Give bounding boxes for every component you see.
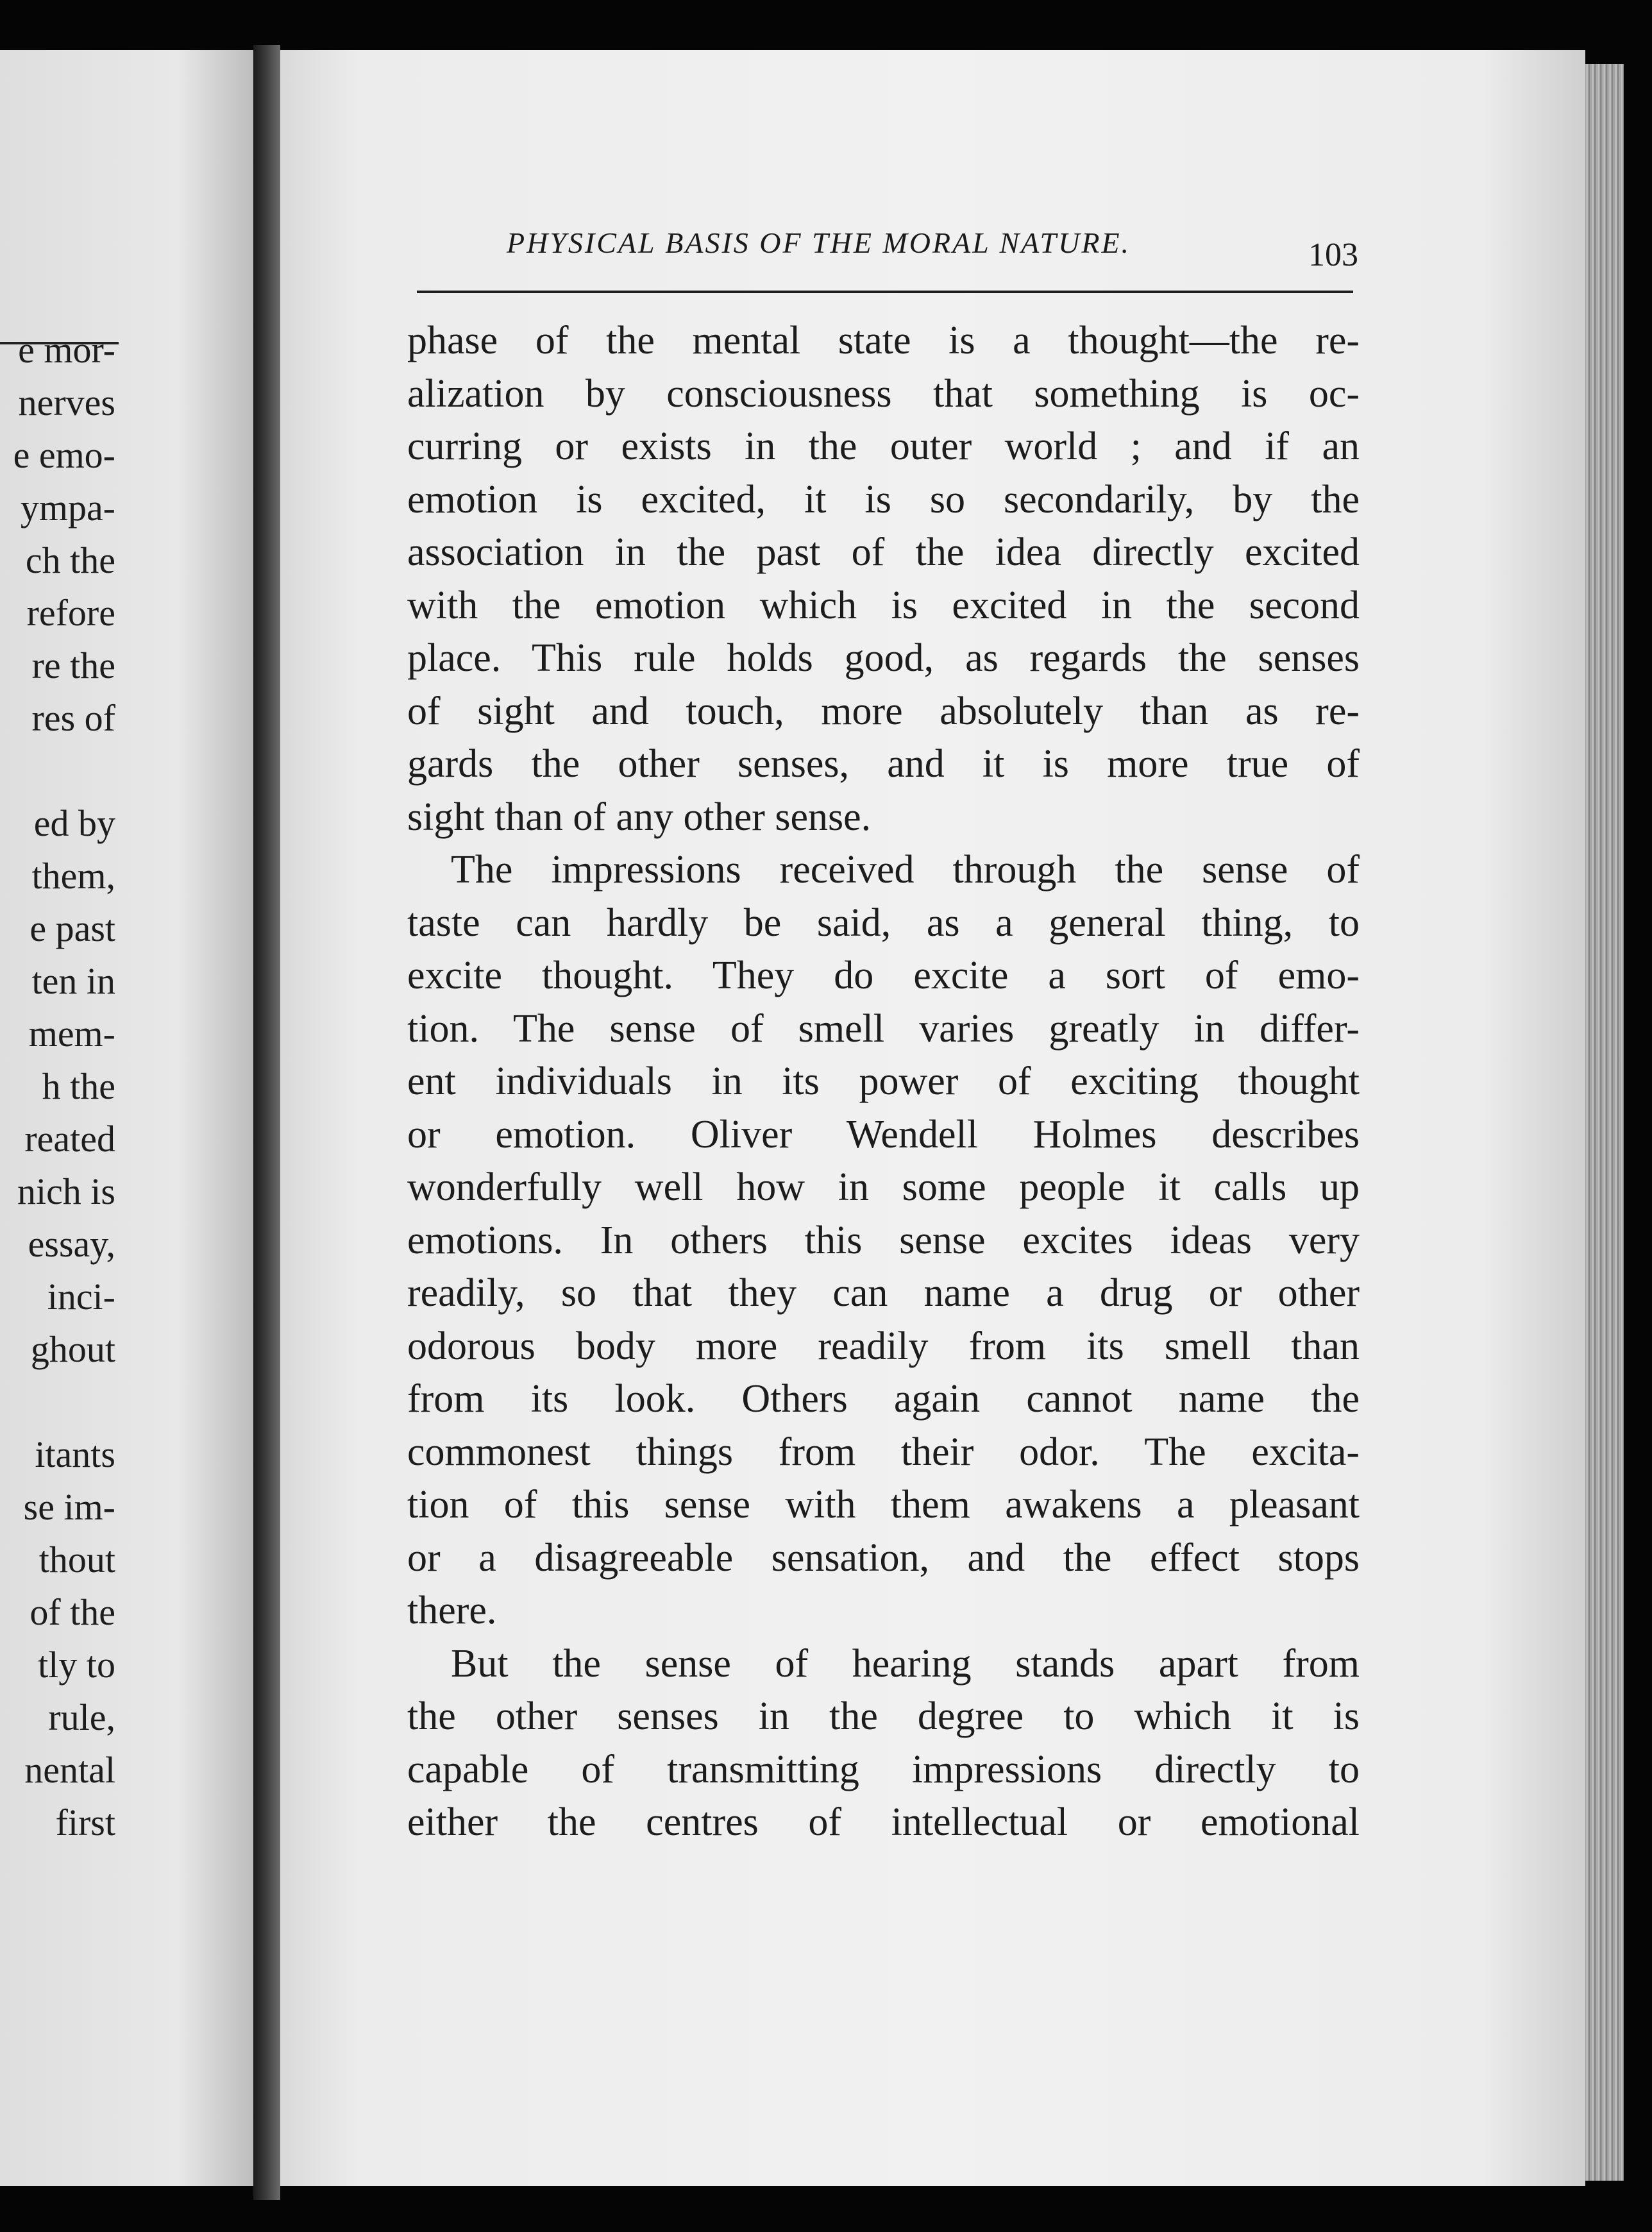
text-line: from its look. Others again cannot name the — [407, 1377, 1360, 1421]
left-line: ghout — [30, 1328, 115, 1370]
left-line: res of — [31, 697, 115, 739]
text-line: association in the past of the idea directly excited — [407, 530, 1360, 574]
text-line: excite thought. They do excite a sort of emo- — [407, 954, 1360, 997]
text-line: emotions. In others this sense excites ideas very — [407, 1218, 1360, 1262]
left-line: essay, — [28, 1223, 115, 1265]
left-line: nental — [24, 1749, 115, 1791]
left-line: nich is — [17, 1171, 115, 1212]
left-line: ed by — [33, 802, 115, 844]
text-line: tion of this sense with them awakens a pleasant — [407, 1483, 1360, 1526]
text-line: tion. The sense of smell varies greatly in differ- — [407, 1006, 1360, 1051]
left-line: thout — [38, 1539, 115, 1580]
left-line: h the — [42, 1065, 115, 1107]
text-line: either the centres of intellectual or emotional — [407, 1800, 1360, 1844]
text-line: The impressions received through the sense of — [451, 848, 1360, 892]
text-line: wonderfully well how in some people it calls up — [407, 1165, 1360, 1209]
text-line: there. — [407, 1589, 497, 1632]
page-number: 103 — [1308, 237, 1358, 273]
left-line: rule, — [48, 1696, 115, 1738]
left-line: mem- — [28, 1013, 115, 1054]
text-line: or emotion. Oliver Wendell Holmes describes — [407, 1112, 1360, 1156]
text-line: curring or exists in the outer world ; and if an — [407, 425, 1360, 468]
left-line: tly to — [38, 1644, 115, 1686]
left-line: e emo- — [13, 434, 115, 476]
left-line: them, — [31, 855, 115, 897]
text-line: odorous body more readily from its smell than — [407, 1324, 1360, 1368]
text-line: phase of the mental state is a thought—the re- — [407, 319, 1360, 362]
text-line: with the emotion which is excited in the second — [407, 583, 1360, 627]
left-line: re the — [31, 645, 115, 686]
text-line: gards the other senses, and it is more true of — [407, 742, 1360, 786]
left-line: itants — [35, 1433, 115, 1475]
text-line: place. This rule holds good, as regards the senses — [407, 636, 1360, 680]
left-line — [0, 1376, 115, 1428]
left-line: e past — [30, 908, 115, 949]
text-line: taste can hardly be said, as a general thing, to — [407, 900, 1360, 945]
text-line: commonest things from their odor. The excita- — [407, 1430, 1360, 1474]
left-line: se im- — [23, 1486, 115, 1528]
page-edges — [1585, 64, 1624, 2181]
header-rule — [417, 291, 1353, 293]
text-line: capable of transmitting impressions directly to — [407, 1747, 1360, 1791]
left-line: ten in — [31, 960, 115, 1002]
left-line: inci- — [47, 1276, 115, 1317]
left-line: ympa- — [20, 487, 115, 528]
body-text — [407, 314, 1360, 1849]
text-line: alization by consciousness that something is oc- — [407, 371, 1360, 416]
text-line: sight than of any other sense. — [407, 795, 872, 839]
running-head: PHYSICAL BASIS OF THE MORAL NATURE. — [507, 226, 1131, 259]
text-line: emotion is excited, it is so secondarily, by the — [407, 477, 1360, 521]
text-line: of sight and touch, more absolutely than as re- — [407, 689, 1360, 733]
left-line: reated — [24, 1118, 115, 1160]
left-line: ch the — [25, 539, 115, 581]
left-line: first — [55, 1802, 115, 1843]
text-line: the other senses in the degree to which it is — [407, 1695, 1360, 1738]
left-line: of the — [30, 1591, 115, 1633]
book-gutter — [253, 45, 280, 2200]
left-page-text — [0, 324, 115, 1849]
text-line: or a disagreeable sensation, and the effect stops — [407, 1535, 1360, 1580]
left-line — [0, 745, 115, 797]
left-line: refore — [26, 592, 115, 634]
text-line: readily, so that they can name a drug or other — [407, 1271, 1360, 1315]
left-line: e mor- — [18, 329, 115, 371]
text-line: But the sense of hearing stands apart from — [451, 1641, 1360, 1686]
left-line: nerves — [18, 382, 115, 423]
text-line: ent individuals in its power of exciting thought — [407, 1060, 1360, 1103]
